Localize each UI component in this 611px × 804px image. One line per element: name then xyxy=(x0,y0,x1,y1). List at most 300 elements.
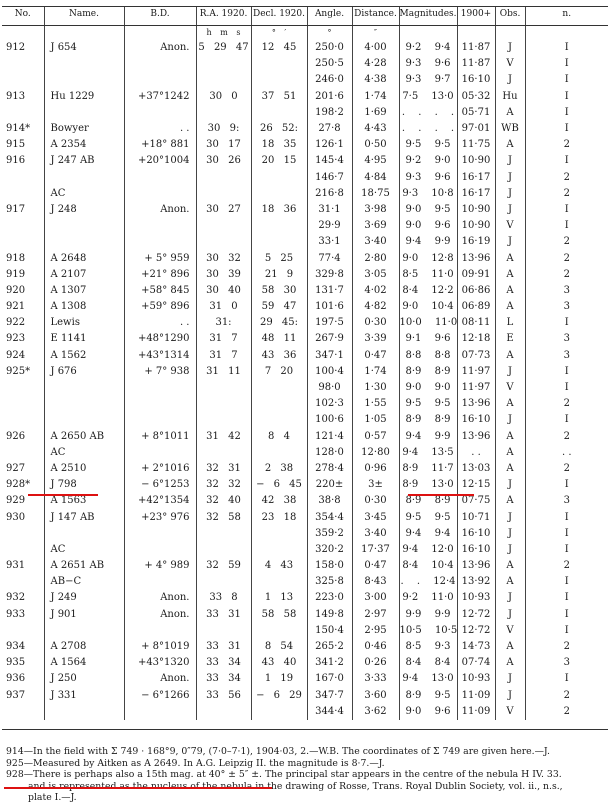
col-observer-cell: A xyxy=(495,348,525,364)
col-number-cell: 922 xyxy=(6,317,26,329)
col-decl-cell xyxy=(251,445,307,461)
col-ra-cell: 33 31 xyxy=(196,639,251,655)
col-ra-cell: 33 34 xyxy=(196,671,251,687)
col-magnitudes-cell: 9·4 12·0 xyxy=(399,542,457,558)
footnote-928-cont2: plate I.—J. xyxy=(28,792,77,804)
col-angle-cell: 38·8 xyxy=(307,493,352,509)
col-magnitudes-cell: 8·4 10·4 xyxy=(399,558,457,574)
col-bd-cell: Anon. xyxy=(124,40,196,56)
col-name-cell: J 798 xyxy=(44,477,124,493)
col-name-cell: AC xyxy=(44,186,124,202)
col-name-cell: A 1564 xyxy=(44,655,124,671)
col-observer-cell: A xyxy=(495,493,525,509)
col-nights-cell: 2 xyxy=(525,170,608,186)
col-decl-cell: 48 11 xyxy=(251,331,307,347)
col-observer-cell: J xyxy=(495,364,525,380)
table-row xyxy=(2,671,608,687)
col-bd-cell xyxy=(124,380,196,396)
col-decl-cell: 43 40 xyxy=(251,655,307,671)
col-angle-cell: 158·0 xyxy=(307,558,352,574)
col-nights-cell: 2 xyxy=(525,688,608,704)
col-observer-cell: E xyxy=(495,331,525,347)
col-bd-cell xyxy=(124,396,196,412)
col-ra-cell xyxy=(196,574,251,590)
col-ra-cell xyxy=(196,526,251,542)
col-magnitudes-cell: 9·1 9·6 xyxy=(399,331,457,347)
col-distance-cell: 4·02 xyxy=(352,283,399,299)
col-name-cell: Hu 1229 xyxy=(44,89,124,105)
col-number-cell: 936 xyxy=(6,673,26,685)
col-epoch-cell: 13·96 xyxy=(457,429,495,445)
col-epoch-cell: 11·87 xyxy=(457,56,495,72)
col-magnitudes-cell: 9·0 9·0 xyxy=(399,380,457,396)
col-ra-cell: 31 11 xyxy=(196,364,251,380)
col-bd-cell: − 6°1266 xyxy=(124,688,196,704)
col-angle-cell: 347·1 xyxy=(307,348,352,364)
col-decl-cell: 4 43 xyxy=(251,558,307,574)
col-angle-cell: 27·8 xyxy=(307,121,352,137)
col-name-cell xyxy=(44,72,124,88)
col-bd-unit xyxy=(124,26,196,41)
col-bd-cell: +43°1314 xyxy=(124,348,196,364)
col-angle-cell: 146·7 xyxy=(307,170,352,186)
col-ra-unit: h m s xyxy=(196,26,251,41)
col-name-cell: A 1308 xyxy=(44,299,124,315)
col-angle-cell: 359·2 xyxy=(307,526,352,542)
col-magnitudes-cell: 8·5 11·0 xyxy=(399,267,457,283)
col-angle-cell: 223·0 xyxy=(307,590,352,606)
col-angle-cell: 341·2 xyxy=(307,655,352,671)
col-ra-cell xyxy=(196,186,251,202)
col-name-cell: A 2354 xyxy=(44,137,124,153)
col-decl-cell: 7 20 xyxy=(251,364,307,380)
col-name-cell: J 901 xyxy=(44,607,124,623)
footnote-914: 914—In the field with Σ 749 · 168°9, 0″79, (7·0–7·1), 1904·03, 2.—W.B. The coordinates of Σ 749 are given here.—J. xyxy=(6,746,550,757)
col-magnitudes-cell: 9·0 12·8 xyxy=(399,250,457,266)
col-name-cell: AC xyxy=(44,445,124,461)
col-decl-cell: 26 52: xyxy=(251,121,307,137)
col-angle-cell: 220± xyxy=(307,477,352,493)
col-distance-unit: ″ xyxy=(352,26,399,41)
table-row xyxy=(2,234,608,250)
col-bd-cell: + 2°1016 xyxy=(124,461,196,477)
col-epoch-cell: 12·15 xyxy=(457,477,495,493)
col-nights-cell: I xyxy=(525,40,608,56)
col-angle-cell: 278·4 xyxy=(307,461,352,477)
col-nights-cell: I xyxy=(525,202,608,218)
col-epoch-cell: 06·89 xyxy=(457,299,495,315)
col-number-cell xyxy=(2,704,44,720)
col-ra-cell: 33 8 xyxy=(196,590,251,606)
table-row xyxy=(2,364,608,380)
table-row xyxy=(2,218,608,234)
col-observer-cell: J xyxy=(495,170,525,186)
col-decl-cell: 59 47 xyxy=(251,299,307,315)
col-bd-cell xyxy=(124,445,196,461)
col-observer-cell: V xyxy=(495,218,525,234)
col-bd-cell: + 7° 938 xyxy=(124,364,196,380)
col-decl-cell: 1 13 xyxy=(251,590,307,606)
col-bd-cell: − 6°1253 xyxy=(124,477,196,493)
col-distance-cell: 3·00 xyxy=(352,590,399,606)
col-magnitudes-cell: . . . . xyxy=(399,121,457,137)
col-distance-cell: 0·50 xyxy=(352,137,399,153)
col-ra-cell: 32 40 xyxy=(196,493,251,509)
col-name-cell: J 676 xyxy=(44,364,124,380)
col-observer-cell: J xyxy=(495,72,525,88)
col-nights-cell: I xyxy=(525,56,608,72)
col-distance-cell: 1·55 xyxy=(352,396,399,412)
col-magnitudes-cell: 9·2 9·0 xyxy=(399,153,457,169)
col-bd-cell: + 8°1019 xyxy=(124,639,196,655)
col-observer-cell: A xyxy=(495,267,525,283)
table-row xyxy=(2,56,608,72)
table-row xyxy=(2,380,608,396)
col-epoch-cell: 16·10 xyxy=(457,412,495,428)
col-name-cell xyxy=(44,380,124,396)
col-name-cell: AC xyxy=(44,542,124,558)
col-nights-cell: I xyxy=(525,153,608,169)
col-name-cell: A 2107 xyxy=(44,267,124,283)
col-nights-cell: I xyxy=(525,623,608,639)
col-number-cell xyxy=(2,542,44,558)
col-number-cell: 933 xyxy=(6,608,26,620)
col-observer-cell: J xyxy=(495,509,525,525)
col-angle-cell: 100·6 xyxy=(307,412,352,428)
col-nights-cell: 2 xyxy=(525,186,608,202)
col-nights-cell: I xyxy=(525,105,608,121)
col-nights-cell: 2 xyxy=(525,250,608,266)
col-name-cell: J 249 xyxy=(44,590,124,606)
col-decl-cell: 5 25 xyxy=(251,250,307,266)
col-name-cell xyxy=(44,623,124,639)
col-nights-cell: I xyxy=(525,477,608,493)
col-angle-cell: 102·3 xyxy=(307,396,352,412)
col-nights-cell: I xyxy=(525,72,608,88)
col-distance-cell: 1·30 xyxy=(352,380,399,396)
col-magnitudes-cell: . . 12·4 xyxy=(399,574,457,590)
col-angle-header: Angle. xyxy=(307,7,352,26)
col-angle-cell: 250·0 xyxy=(307,40,352,56)
col-decl-cell: 29 45: xyxy=(251,315,307,331)
col-angle-cell: 325·8 xyxy=(307,574,352,590)
table-row xyxy=(2,105,608,121)
col-distance-cell: 3·40 xyxy=(352,526,399,542)
col-angle-cell: 121·4 xyxy=(307,429,352,445)
col-number-cell: 917 xyxy=(6,203,26,215)
col-epoch-cell: 09·91 xyxy=(457,267,495,283)
col-distance-cell: 4·95 xyxy=(352,153,399,169)
col-number-cell: 919 xyxy=(6,268,26,280)
col-magnitudes-cell: 8·4 12·2 xyxy=(399,283,457,299)
col-ra-cell: 33 31 xyxy=(196,607,251,623)
col-distance-cell: 0·26 xyxy=(352,655,399,671)
col-bd-cell xyxy=(124,623,196,639)
col-angle-cell: 131·7 xyxy=(307,283,352,299)
col-ra-cell xyxy=(196,623,251,639)
col-ra-cell xyxy=(196,380,251,396)
table-row xyxy=(2,348,608,364)
col-distance-cell: 4·43 xyxy=(352,121,399,137)
col-name-cell: J 654 xyxy=(44,40,124,56)
col-angle-cell: 128·0 xyxy=(307,445,352,461)
col-angle-cell: 201·6 xyxy=(307,89,352,105)
col-name-cell: J 331 xyxy=(44,688,124,704)
col-angle-cell: 198·2 xyxy=(307,105,352,121)
col-observer-cell: A xyxy=(495,396,525,412)
col-number-cell xyxy=(2,574,44,590)
col-epoch-header: 1900+ xyxy=(457,7,495,26)
col-bd-cell: +48°1290 xyxy=(124,331,196,347)
col-magnitudes-cell: 9·4 13·5 xyxy=(399,445,457,461)
col-decl-cell: 43 36 xyxy=(251,348,307,364)
col-magnitudes-cell: 8·9 8·9 xyxy=(399,412,457,428)
col-name-cell: A 1562 xyxy=(44,348,124,364)
col-epoch-cell: 05·71 xyxy=(457,105,495,121)
col-decl-cell xyxy=(251,72,307,88)
col-decl-cell: 58 58 xyxy=(251,607,307,623)
col-number-cell xyxy=(2,218,44,234)
col-distance-cell: 18·75 xyxy=(352,186,399,202)
col-bd-cell xyxy=(124,105,196,121)
col-number-cell xyxy=(2,380,44,396)
col-bd-cell: +23° 976 xyxy=(124,509,196,525)
footnote-925: 925—Measured by Aitken as A 2649. In A.G. Leipzig II. the magnitude is 8·7.—J. xyxy=(6,757,385,769)
col-nights-cell: 2 xyxy=(525,639,608,655)
col-nights-cell: I xyxy=(525,590,608,606)
col-decl-cell: 23 18 xyxy=(251,509,307,525)
col-decl-cell: 12 45 xyxy=(251,40,307,56)
col-ra-cell: 31 7 xyxy=(196,331,251,347)
col-bd-cell: +58° 845 xyxy=(124,283,196,299)
col-ra-cell: 32 59 xyxy=(196,558,251,574)
units-row xyxy=(2,26,608,41)
col-nights-header: n. xyxy=(525,7,608,26)
col-bd-cell: Anon. xyxy=(124,202,196,218)
footnote-928: 928—There is perhaps also a 15th mag. at 40° ± 5″ ±. The principal star appears in the centre of the nebula H IV. 33. xyxy=(6,769,562,781)
table-row xyxy=(2,121,608,137)
col-nights-cell: 3 xyxy=(525,655,608,671)
col-observer-cell: A xyxy=(495,639,525,655)
col-decl-cell: − 6 45 xyxy=(251,477,307,493)
col-angle-unit: ° xyxy=(307,26,352,41)
col-ra-cell xyxy=(196,445,251,461)
col-distance-cell: 4·38 xyxy=(352,72,399,88)
col-decl-cell: 8 54 xyxy=(251,639,307,655)
col-nights-cell: I xyxy=(525,671,608,687)
col-decl-cell xyxy=(251,218,307,234)
table-row xyxy=(2,186,608,202)
table-row xyxy=(2,477,608,493)
col-ra-cell: 31 0 xyxy=(196,299,251,315)
col-bd-cell: +42°1354 xyxy=(124,493,196,509)
col-decl-cell xyxy=(251,234,307,250)
col-magnitudes-cell: 9·5 9·5 xyxy=(399,509,457,525)
col-epoch-cell: 12·72 xyxy=(457,607,495,623)
col-bd-cell: +37°1242 xyxy=(124,89,196,105)
table-row xyxy=(2,299,608,315)
col-name-cell: Bowyer xyxy=(44,121,124,137)
col-bd-cell: +18° 881 xyxy=(124,137,196,153)
col-bd-cell xyxy=(124,186,196,202)
col-name-cell xyxy=(44,396,124,412)
col-name-cell: J 248 xyxy=(44,202,124,218)
col-observer-cell: Hu xyxy=(495,89,525,105)
col-observer-cell: A xyxy=(495,250,525,266)
col-nights-cell: I xyxy=(525,526,608,542)
col-distance-cell: 3·60 xyxy=(352,688,399,704)
col-observer-cell: J xyxy=(495,202,525,218)
table-row xyxy=(2,153,608,169)
col-ra-cell xyxy=(196,396,251,412)
col-ra-cell: 32 31 xyxy=(196,461,251,477)
col-observer-cell: A xyxy=(495,105,525,121)
col-nights-cell: I xyxy=(525,315,608,331)
col-distance-cell: 17·37 xyxy=(352,542,399,558)
col-epoch-cell: 11·75 xyxy=(457,137,495,153)
col-magnitudes-cell: 9·4 13·0 xyxy=(399,671,457,687)
col-epoch-cell: 10·71 xyxy=(457,509,495,525)
col-number-header: No. xyxy=(2,7,44,26)
col-name-cell: J 247 AB xyxy=(44,153,124,169)
table-row xyxy=(2,72,608,88)
col-observer-cell: J xyxy=(495,477,525,493)
col-number-cell: 912 xyxy=(6,42,26,54)
col-number-unit xyxy=(2,26,44,41)
col-epoch-cell: 16·19 xyxy=(457,234,495,250)
col-decl-cell: 18 36 xyxy=(251,202,307,218)
col-distance-cell: 8·43 xyxy=(352,574,399,590)
table-row xyxy=(2,461,608,477)
col-magnitudes-cell: 9·0 9·6 xyxy=(399,218,457,234)
col-angle-cell: 329·8 xyxy=(307,267,352,283)
col-nights-cell: I xyxy=(525,607,608,623)
col-epoch-cell: 11·09 xyxy=(457,688,495,704)
col-number-cell xyxy=(2,526,44,542)
col-distance-cell: 4·28 xyxy=(352,56,399,72)
col-distance-cell: 0·47 xyxy=(352,558,399,574)
col-bd-cell: + 4° 989 xyxy=(124,558,196,574)
col-angle-cell: 29·9 xyxy=(307,218,352,234)
col-number-cell: 924 xyxy=(6,349,26,361)
col-angle-cell: 354·4 xyxy=(307,509,352,525)
col-observer-header: Obs. xyxy=(495,7,525,26)
col-nights-cell: 2 xyxy=(525,234,608,250)
col-ra-cell: 33 34 xyxy=(196,655,251,671)
col-angle-cell: 344·4 xyxy=(307,704,352,720)
highlight-underline-note xyxy=(4,787,272,789)
col-decl-cell xyxy=(251,170,307,186)
col-epoch-cell: 16·10 xyxy=(457,542,495,558)
col-bd-cell: +20°1004 xyxy=(124,153,196,169)
col-decl-cell: 42 38 xyxy=(251,493,307,509)
col-nights-cell: I xyxy=(525,574,608,590)
col-observer-cell: A xyxy=(495,574,525,590)
col-nights-cell: I xyxy=(525,542,608,558)
table-row xyxy=(2,623,608,639)
col-distance-cell: 1·05 xyxy=(352,412,399,428)
table-row xyxy=(2,429,608,445)
table-row xyxy=(2,704,608,720)
col-bd-cell xyxy=(124,704,196,720)
col-ra-cell xyxy=(196,542,251,558)
col-name-cell: J 147 AB xyxy=(44,509,124,525)
col-number-cell: 923 xyxy=(6,333,26,345)
col-magnitudes-cell: 8·9 11·7 xyxy=(399,461,457,477)
col-magnitudes-cell: 10·0 11·0 xyxy=(399,315,457,331)
col-angle-cell: 145·4 xyxy=(307,153,352,169)
col-nights-cell: I xyxy=(525,89,608,105)
col-magnitudes-cell: 9·2 9·4 xyxy=(399,40,457,56)
col-ra-cell: 30 39 xyxy=(196,267,251,283)
col-ra-cell: 31 42 xyxy=(196,429,251,445)
col-distance-cell: 3·33 xyxy=(352,671,399,687)
col-decl-cell xyxy=(251,574,307,590)
col-bd-cell xyxy=(124,526,196,542)
table-row xyxy=(2,89,608,105)
col-decl-cell xyxy=(251,412,307,428)
col-number-cell: 927 xyxy=(6,462,26,474)
col-observer-cell: A xyxy=(495,558,525,574)
col-number-cell: 931 xyxy=(6,560,26,572)
col-epoch-cell: 11·09 xyxy=(457,704,495,720)
col-number-cell xyxy=(2,105,44,121)
col-angle-cell: 197·5 xyxy=(307,315,352,331)
col-distance-cell: 2·97 xyxy=(352,607,399,623)
col-epoch-cell: 12·72 xyxy=(457,623,495,639)
col-observer-cell: A xyxy=(495,299,525,315)
col-magnitudes-cell: 9·4 9·9 xyxy=(399,234,457,250)
col-name-cell: Lewis xyxy=(44,315,124,331)
col-name-cell xyxy=(44,105,124,121)
col-bd-cell xyxy=(124,574,196,590)
col-magnitudes-cell: 8·9 13·0 xyxy=(399,477,457,493)
col-distance-header: Distance. xyxy=(352,7,399,26)
col-observer-cell: J xyxy=(495,412,525,428)
col-nights-cell: 2 xyxy=(525,429,608,445)
col-magnitudes-cell: 8·8 8·8 xyxy=(399,348,457,364)
table-row xyxy=(2,40,608,56)
col-observer-cell: A xyxy=(495,655,525,671)
table-row xyxy=(2,526,608,542)
col-angle-cell: 246·0 xyxy=(307,72,352,88)
col-angle-cell: 77·4 xyxy=(307,250,352,266)
col-decl-cell xyxy=(251,542,307,558)
col-number-cell xyxy=(2,234,44,250)
col-name-cell xyxy=(44,234,124,250)
col-bd-cell: . . xyxy=(124,121,196,137)
col-observer-cell: J xyxy=(495,607,525,623)
table-row xyxy=(2,267,608,283)
col-distance-cell: 12·80 xyxy=(352,445,399,461)
col-epoch-cell: 10·90 xyxy=(457,218,495,234)
col-distance-cell: 0·57 xyxy=(352,429,399,445)
col-distance-cell: 3·98 xyxy=(352,202,399,218)
col-number-cell: 914* xyxy=(6,123,31,135)
col-number-cell: 915 xyxy=(6,139,26,151)
col-ra-cell: 30 40 xyxy=(196,283,251,299)
col-nights-cell: I xyxy=(525,509,608,525)
col-number-cell: 926 xyxy=(6,430,26,442)
col-number-cell: 934 xyxy=(6,641,26,653)
col-distance-cell: 0·47 xyxy=(352,348,399,364)
col-observer-cell: J xyxy=(495,153,525,169)
col-number-cell xyxy=(2,623,44,639)
col-distance-cell: 3·45 xyxy=(352,509,399,525)
col-nights-cell: . . xyxy=(525,445,608,461)
col-distance-cell: 2·80 xyxy=(352,250,399,266)
col-angle-cell: 100·4 xyxy=(307,364,352,380)
